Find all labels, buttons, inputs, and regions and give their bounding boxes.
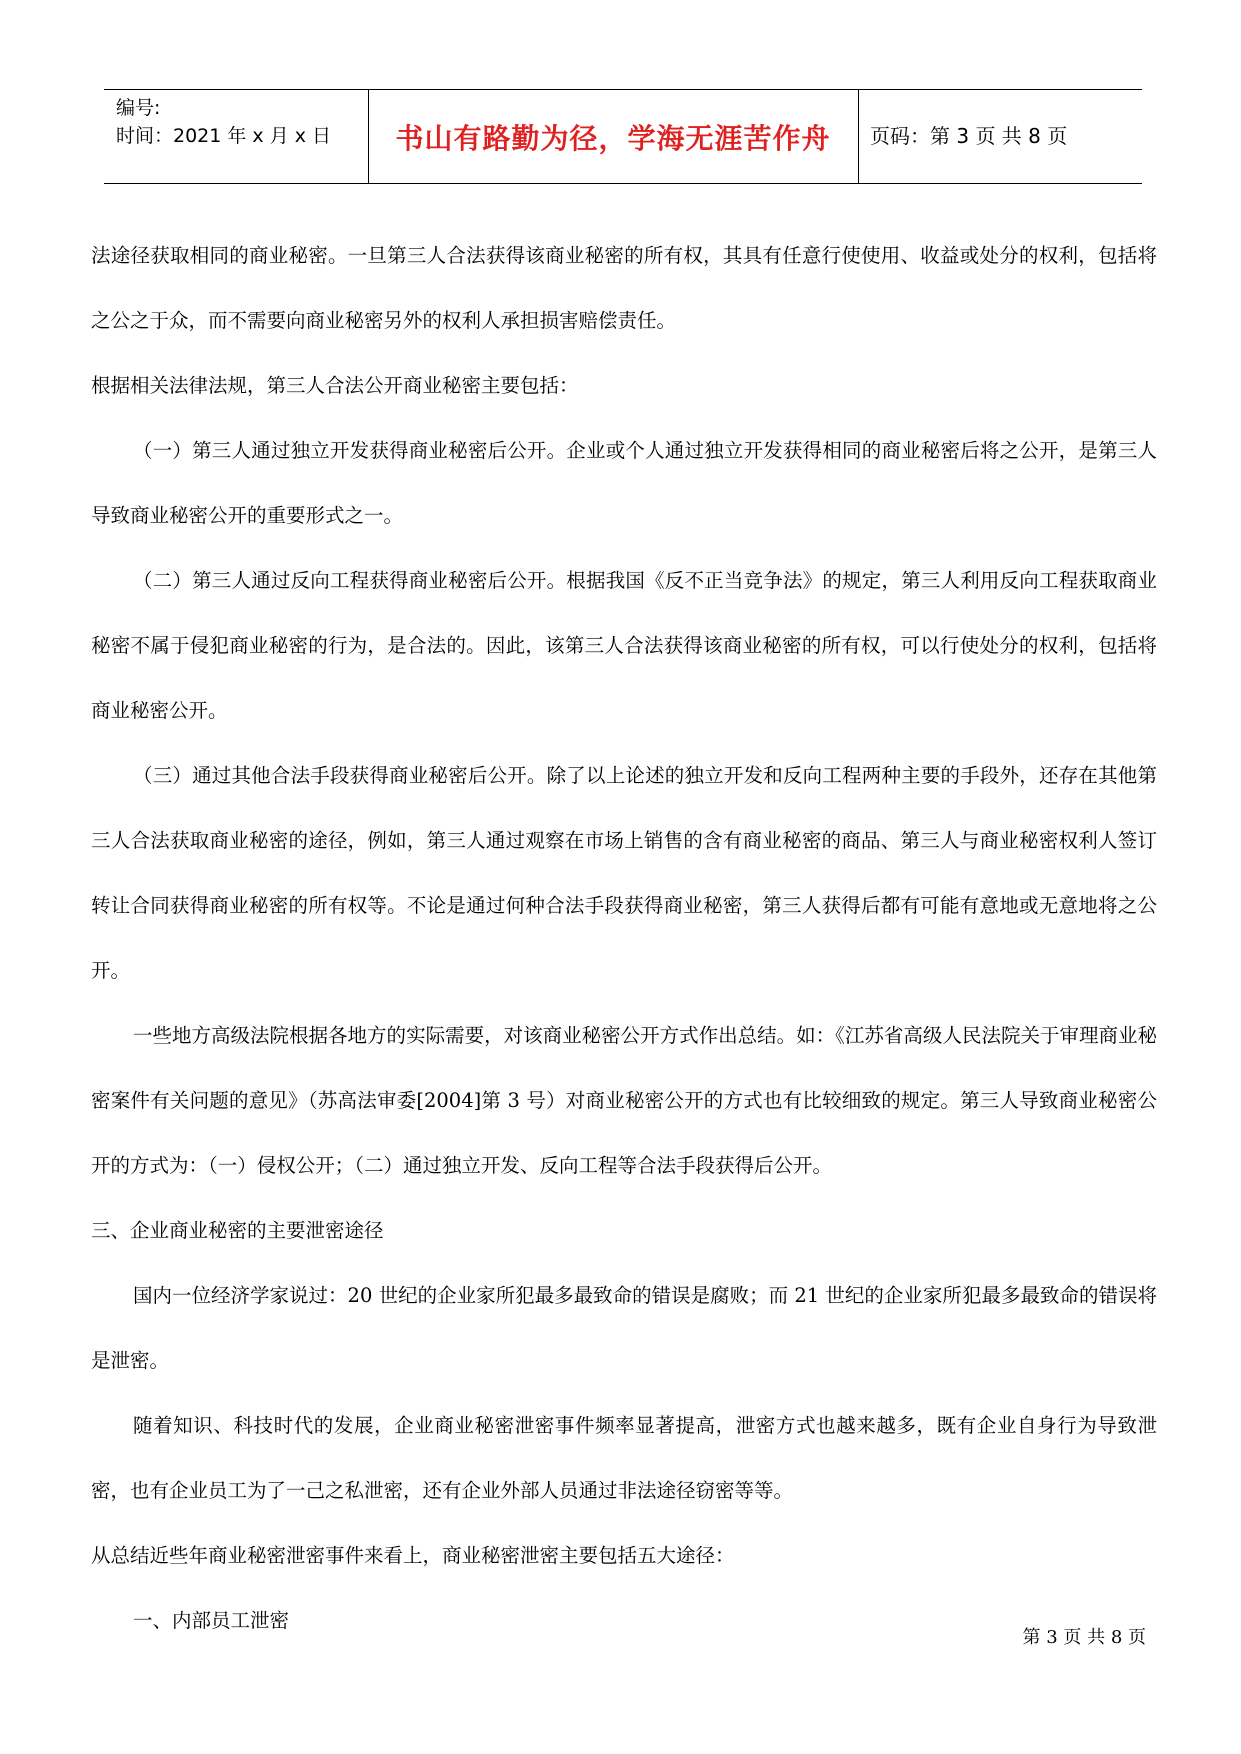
document-time: 时间：2021 年 x 月 x 日 [116, 125, 332, 147]
body-paragraph: 一些地方高级法院根据各地方的实际需要，对该商业秘密公开方式作出总结。如：《江苏省高级人民法院关于审理商业秘密案件有关问题的意见》（苏高法审委[2004]第 3 号）对商业秘密公开的方式也有比较细致的规定。第三人导致商业秘密公开的方式为：（一）侵权公开；（二）通过独立开发、反向工程等合法手段获得后公开。 [91, 1024, 1157, 1177]
page-header [104, 89, 1142, 184]
body-paragraph: （一）第三人通过独立开发获得商业秘密后公开。企业或个人通过独立开发获得相同的商业秘密后将之公开，是第三人导致商业秘密公开的重要形式之一。 [91, 439, 1157, 527]
body-paragraph: （二）第三人通过反向工程获得商业秘密后公开。根据我国《反不正当竞争法》的规定，第三人利用反向工程获取商业秘密不属于侵犯商业秘密的行为，是合法的。因此，该第三人合法获得该商业秘密的所有权，可以行使处分的权利，包括将商业秘密公开。 [91, 569, 1157, 722]
body-paragraph: 随着知识、科技时代的发展，企业商业秘密泄密事件频率显著提高，泄密方式也越来越多，既有企业自身行为导致泄密，也有企业员工为了一己之私泄密，还有企业外部人员通过非法途径窃密等等。 [91, 1414, 1157, 1502]
section-heading: 三、企业商业秘密的主要泄密途径 [91, 1219, 384, 1242]
header-motto: 书山有路勤为径，学海无涯苦作舟 [395, 122, 831, 155]
document-body [91, 223, 1157, 1653]
page-footer: 第 3 页 共 8 页 [1022, 1627, 1146, 1648]
subsection-heading: 一、内部员工泄密 [133, 1609, 290, 1632]
body-paragraph: 法途径获取相同的商业秘密。一旦第三人合法获得该商业秘密的所有权，其具有任意行使使用、收益或处分的权利，包括将之公之于众，而不需要向商业秘密另外的权利人承担损害赔偿责任。 [91, 244, 1157, 332]
body-paragraph: 国内一位经济学家说过：20 世纪的企业家所犯最多最致命的错误是腐败；而 21 世纪的企业家所犯最多最致命的错误将是泄密。 [91, 1284, 1157, 1372]
header-meta [116, 94, 331, 150]
body-paragraph: （三）通过其他合法手段获得商业秘密后公开。除了以上论述的独立开发和反向工程两种主要的手段外，还存在其他第三人合法获取商业秘密的途径，例如，第三人通过观察在市场上销售的含有商业秘密的商品、第三人与商业秘密权利人签订转让合同获得商业秘密的所有权等。不论是通过何种合法手段获得商业秘密，第三人获得后都有可能有意地或无意地将之公开。 [91, 764, 1157, 982]
document-number-label: 编号: [116, 97, 161, 119]
header-divider [858, 90, 859, 183]
header-page-code: 页码：第 3 页 共 8 页 [870, 124, 1068, 148]
body-paragraph: 根据相关法律法规，第三人合法公开商业秘密主要包括： [91, 374, 579, 397]
body-paragraph: 从总结近些年商业秘密泄密事件来看上，商业秘密泄密主要包括五大途径： [91, 1544, 735, 1567]
